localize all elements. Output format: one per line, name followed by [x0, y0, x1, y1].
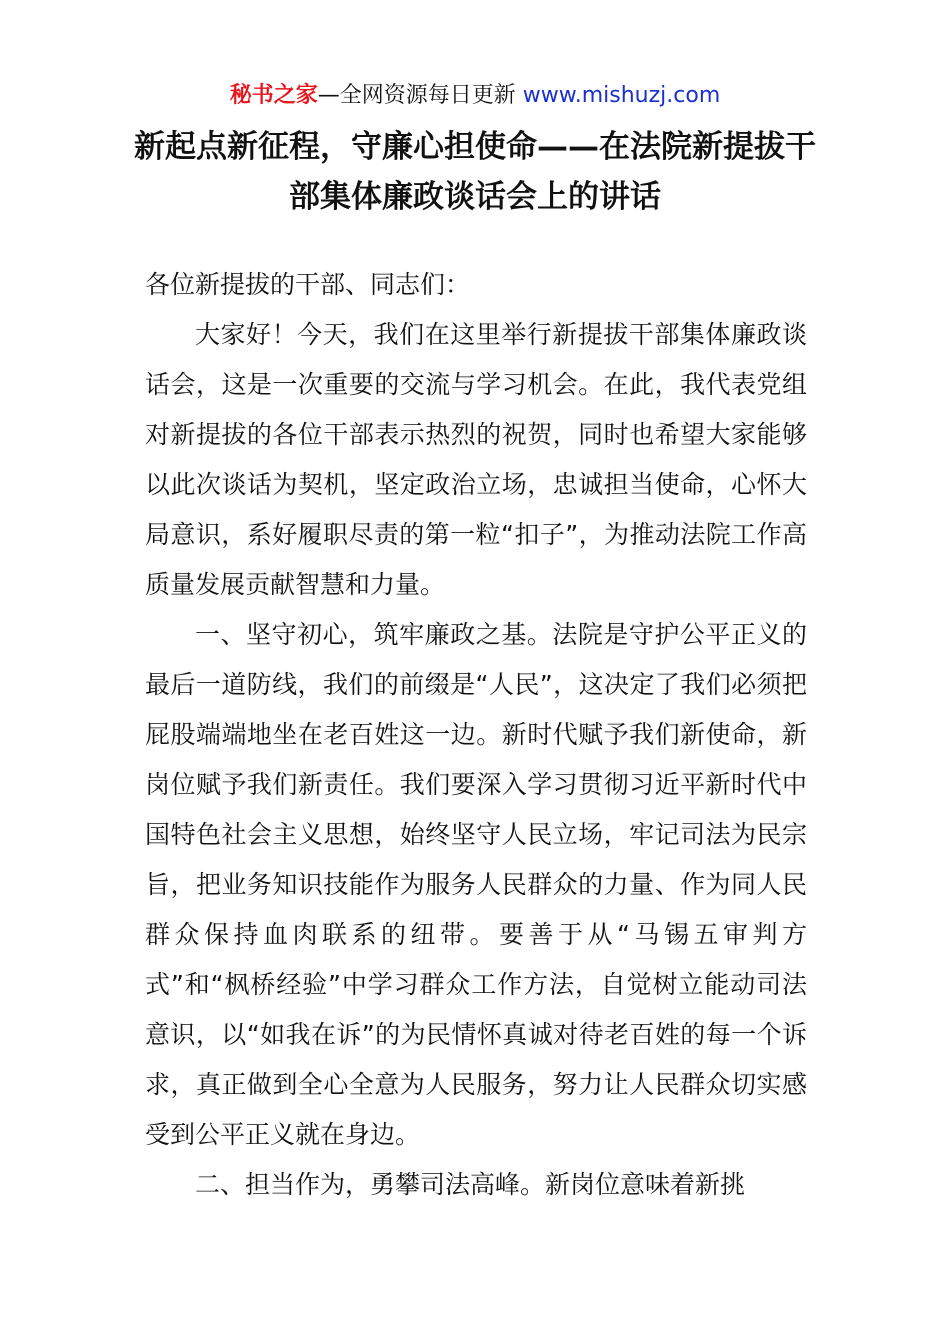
document-body	[145, 260, 807, 1210]
site-url-link[interactable]: www.mishuzj.com	[522, 83, 721, 108]
section-one-text: 法院是守护公平正义的最后一道防线，我们的前缀是“人民”，这决定了我们必须把屁股端端地坐在老百姓这一边。新时代赋予我们新使命，新岗位赋予我们新责任。我们要深入学习贯彻习近平新时代中国特色社会主义思想，始终坚守人民立场，牢记司法为民宗旨，把业务知识技能作为服务人民群众的力量、作为同人民群众保持血肉联系的纽带。要善于从“马锡五审判方式”和“枫桥经验”中学习群众工作方法，自觉树立能动司法意识，以“如我在诉”的为民情怀真诚对待老百姓的每一个诉求，真正做到全心全意为人民服务，努力让人民群众切实感受到公平正义就在身边。	[145, 620, 807, 1149]
site-brand: 秘书之家	[229, 83, 318, 108]
section-two-text: 新岗位意味着新挑	[545, 1170, 746, 1199]
section-one-heading: 一、坚守初心，筑牢廉政之基。	[195, 620, 553, 649]
site-tagline: —全网资源每日更新	[317, 83, 523, 108]
site-watermark-header	[0, 80, 950, 112]
paragraph-section-one	[145, 610, 807, 1160]
document-title: 新起点新征程，守廉心担使命——在法院新提拔干部集体廉政谈话会上的讲话	[134, 129, 816, 215]
paragraph-opening: 大家好！今天，我们在这里举行新提拔干部集体廉政谈话会，这是一次重要的交流与学习机会。在此，我代表党组对新提拔的各位干部表示热烈的祝贺，同时也希望大家能够以此次谈话为契机，坚定政治立场，忠诚担当使命，心怀大局意识，系好履职尽责的第一粒“扣子”，为推动法院工作高质量发展贡献智慧和力量。	[145, 320, 807, 599]
paragraph-section-two	[145, 1160, 807, 1210]
salutation: 各位新提拔的干部、同志们：	[145, 270, 471, 299]
section-two-heading: 二、担当作为，勇攀司法高峰。	[195, 1170, 546, 1199]
